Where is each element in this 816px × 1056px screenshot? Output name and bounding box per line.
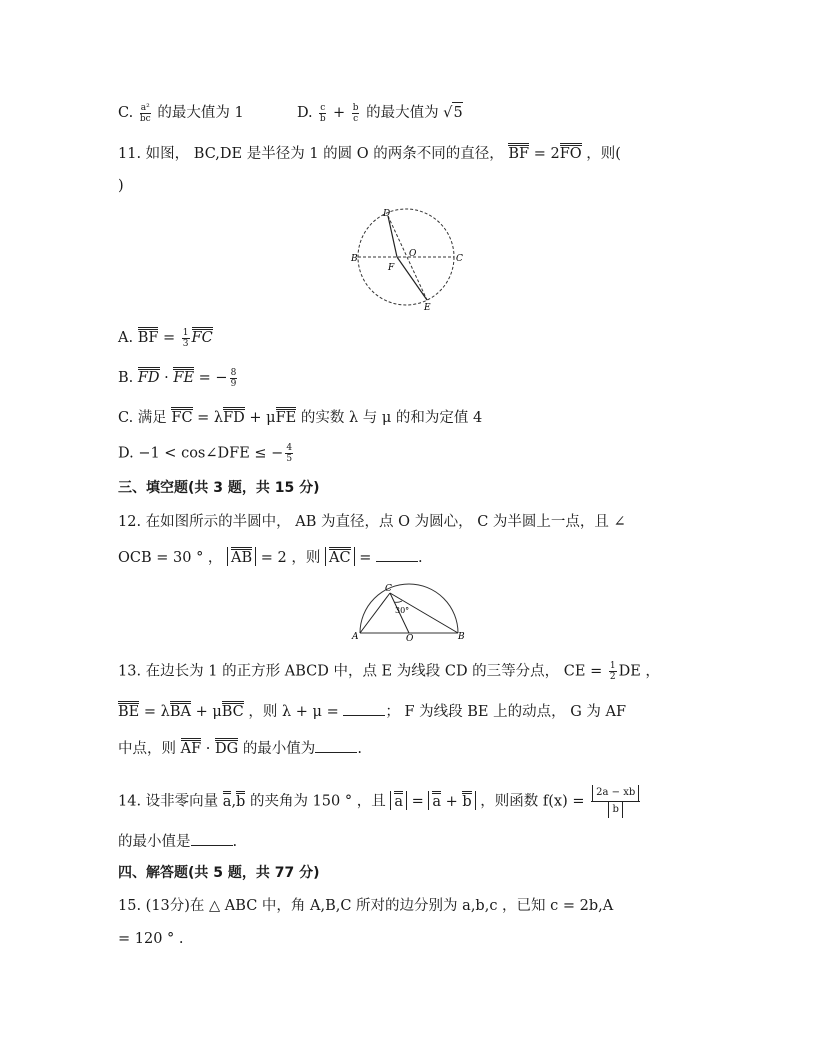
answer-blank xyxy=(191,833,233,846)
q10-optd-fraction2: $\frac{b}{c}$ xyxy=(352,102,359,124)
q13-stem-line2: BE = λBA + μBC ，则 λ + μ = ； F 为线段 BE 上的动点， G 为 AF xyxy=(118,701,626,722)
label-a: A xyxy=(352,632,359,641)
answer-blank xyxy=(376,549,418,562)
angle-arc xyxy=(394,601,402,602)
vector-fc: FC xyxy=(171,407,192,425)
q10-optc-text: 的最大值为 1 xyxy=(157,105,244,121)
sqrt-value: 5 xyxy=(452,102,462,123)
segment-fe xyxy=(397,257,427,300)
q11-option-c: C. 满足 FC = λFD + μFE 的实数 λ 与 μ 的和为定值 4 xyxy=(118,407,482,428)
label-o: O xyxy=(409,249,417,259)
vector-ba: BA xyxy=(170,701,191,719)
abs-vector-a-plus-b: a + b xyxy=(428,791,475,810)
vector-dg: DG xyxy=(215,738,238,756)
fraction-four-fifths: $\frac{4}{5}$ xyxy=(286,443,293,464)
vector-fo: FO xyxy=(560,143,582,161)
vector-fe: FE xyxy=(276,407,297,425)
q15-stem-line2: = 120 ° . xyxy=(118,931,184,947)
plus-sign: + xyxy=(332,105,346,121)
q10-optd-letter: D. xyxy=(296,105,313,121)
q14-stem-line1: 14. 设非零向量 a,b 的夹角为 150 ° ，且 a = a + b ，则函数 f(x) = $\frac{2a - xb}{b}$ xyxy=(118,785,642,818)
q12-stem-line1: 12. 在如图所示的半圆中， AB 为直径，点 O 为圆心， C 为半圆上一点，且 ∠ xyxy=(118,514,626,530)
label-b: B xyxy=(458,632,465,641)
q13-stem-line1: 13. 在边长为 1 的正方形 ABCD 中，点 E 为线段 CD 的三等分点， CE = $\frac{1}{2}$ DE ， xyxy=(118,661,660,682)
q12-semicircle-figure xyxy=(350,583,468,641)
q10-optc-fraction: $\frac{\text{a²}}{bc}$ xyxy=(139,102,151,124)
vector-b: b xyxy=(236,791,245,809)
q11-stem-line2: ) xyxy=(118,178,124,194)
abs-vector-ac: AC xyxy=(325,547,355,566)
q11-stem-line1: 11. 如图， BC,DE 是半径为 1 的圆 O 的两条不同的直径， BF = 2FO ，则( xyxy=(118,143,621,164)
section-4-heading: 四、解答题(共 5 题，共 77 分) xyxy=(118,865,320,881)
vector-bf: BF xyxy=(508,143,529,161)
q10-optc-letter: C. xyxy=(118,105,134,121)
vector-be: BE xyxy=(118,701,139,719)
q11-circle-figure xyxy=(350,204,464,312)
q15-stem-line1: 15. (13分)在 △ ABC 中，角 A,B,C 所对的边分别为 a,b,c ，已知 c = 2b,A xyxy=(118,898,614,914)
label-f: F xyxy=(388,263,395,273)
answer-blank xyxy=(315,740,357,753)
label-o: O xyxy=(406,634,414,641)
fraction-one-third: $\frac{1}{3}$ xyxy=(182,327,189,349)
q10-optd-text: 的最大值为 xyxy=(366,105,439,121)
vector-fe: FE xyxy=(173,367,194,385)
segment-fd xyxy=(388,216,397,257)
fraction-eight-ninths: $\frac{8}{9}$ xyxy=(230,367,237,389)
q11-option-b: B. FD · FE = − $\frac{8}{9}$ xyxy=(118,367,237,389)
label-d: D xyxy=(383,209,391,219)
vector-bf: BF xyxy=(138,327,159,345)
vector-bc: BC xyxy=(222,701,244,719)
q12-stem-line2: OCB = 30 ° ， AB = 2 ，则 AC = . xyxy=(118,547,423,568)
abs-vector-ab: AB xyxy=(227,547,256,566)
vector-af: AF xyxy=(181,738,202,756)
vector-fd: FD xyxy=(138,367,160,385)
q10-optd-fraction1: $\frac{c}{b}$ xyxy=(319,102,326,124)
diameter-de xyxy=(388,216,427,300)
section-3-heading: 三、填空题(共 3 题，共 15 分) xyxy=(118,480,320,496)
label-c: C xyxy=(385,584,392,594)
vector-fc: FC xyxy=(192,327,213,345)
label-e: E xyxy=(424,303,431,312)
fraction-one-half: $\frac{1}{2}$ xyxy=(609,661,616,682)
abs-vector-a: a xyxy=(390,791,407,810)
vector-fd: FD xyxy=(223,407,245,425)
q10-options-cd: C. $\frac{\text{a²}}{bc}$ 的最大值为 1 D. $\frac{c}{b}$ + $\frac{b}{c}$ 的最大值为 √5 xyxy=(118,102,463,124)
q11-option-a: A. BF = $\frac{1}{3}$ FC xyxy=(118,327,213,349)
vector-a: a xyxy=(223,791,232,809)
label-b: B xyxy=(351,254,358,264)
q11-option-d: D. −1 < cos∠DFE ≤ − $\frac{4}{5}$ xyxy=(118,443,293,464)
label-angle: 30° xyxy=(395,606,410,615)
q14-stem-line2: 的最小值是 . xyxy=(118,834,238,850)
answer-blank xyxy=(343,703,385,716)
q13-stem-line3: 中点，则 AF · DG 的最小值为 . xyxy=(118,738,362,759)
fraction-function: $\frac{2a - xb}{b}$ xyxy=(591,785,640,818)
label-c: C xyxy=(456,254,463,264)
